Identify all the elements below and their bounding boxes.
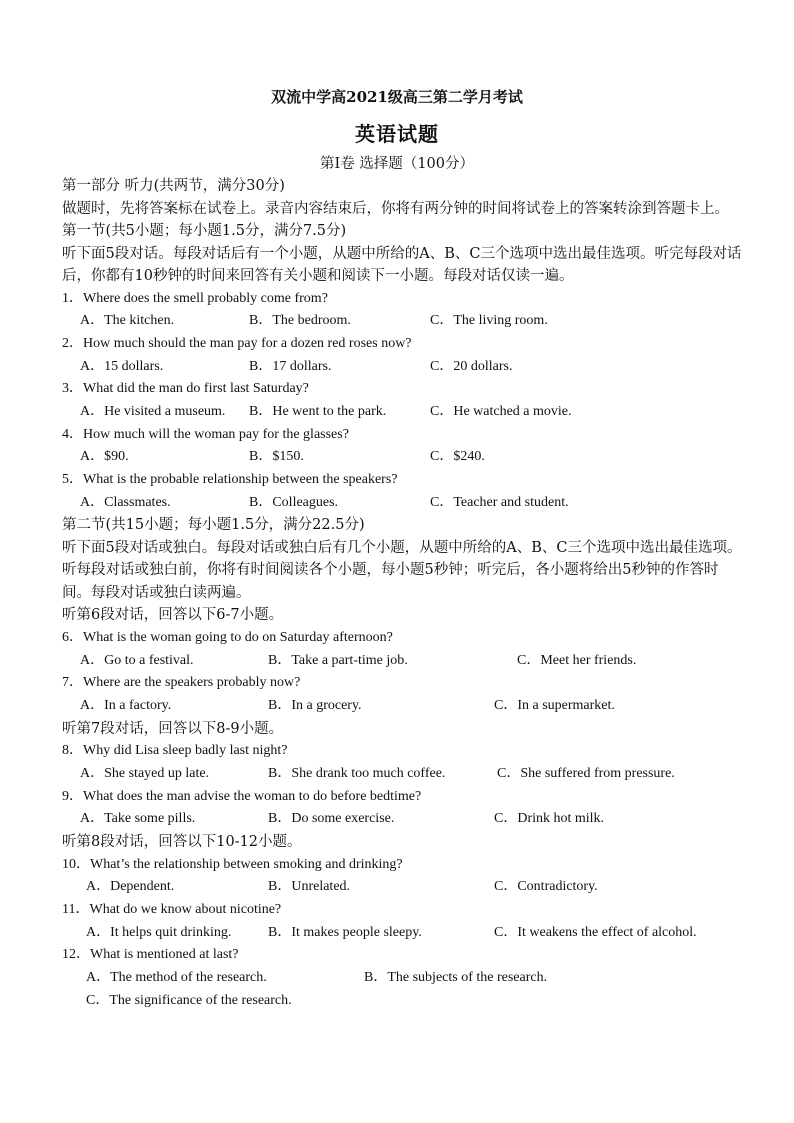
question-7: 7．Where are the speakers probably now? — [62, 675, 301, 691]
option-a: A．She stayed up late. — [80, 765, 210, 781]
options-9 — [62, 808, 742, 831]
option-b: B．The bedroom. — [249, 313, 351, 329]
options-1 — [62, 310, 742, 333]
part1-heading: 第一部分 听力(共两节，满分30分) — [62, 178, 285, 194]
options-12-row1 — [62, 967, 742, 990]
options-7 — [62, 695, 742, 718]
option-c: C．In a supermarket. — [494, 698, 615, 714]
option-b: B．He went to the park. — [249, 403, 387, 419]
question-4: 4．How much will the woman pay for the glasses? — [62, 426, 349, 442]
option-b: B．Colleagues. — [249, 494, 339, 510]
dialogue-7-note: 听第7段对话，回答以下8-9小题。 — [62, 720, 284, 737]
option-a: A．Dependent. — [86, 879, 175, 895]
option-a: A．Classmates. — [80, 494, 171, 510]
option-a: A．15 dollars. — [80, 358, 164, 374]
options-6 — [62, 650, 742, 673]
options-12-row2 — [62, 990, 742, 1013]
options-10 — [62, 876, 742, 899]
question-10: 10．What’s the relationship between smoking and drinking? — [62, 856, 403, 872]
question-12: 12．What is mentioned at last? — [62, 947, 239, 963]
option-a: A．Go to a festival. — [80, 652, 194, 668]
section2-heading: 第二节(共15小题；每小题1.5分，满分22.5分) — [62, 517, 365, 534]
option-b: B．It makes people sleepy. — [268, 924, 422, 940]
dialogue-8-note: 听第8段对话，回答以下10-12小题。 — [62, 834, 302, 851]
options-4 — [62, 446, 742, 469]
exam-content — [62, 175, 742, 1012]
option-a: A．Take some pills. — [80, 811, 196, 827]
option-c: C．It weakens the effect of alcohol. — [494, 924, 697, 940]
question-3: 3．What did the man do first last Saturday? — [62, 381, 309, 397]
option-a: A．$90. — [80, 449, 129, 465]
option-a: A．In a factory. — [80, 698, 172, 714]
option-c: C．Meet her friends. — [517, 652, 637, 668]
option-c: C．He watched a movie. — [430, 403, 572, 419]
dialogue-6-note: 听第6段对话，回答以下6-7小题。 — [62, 607, 284, 624]
options-3 — [62, 401, 742, 424]
option-a: A．He visited a museum. — [80, 403, 226, 419]
question-9: 9．What does the man advise the woman to do before bedtime? — [62, 788, 422, 804]
option-c: C．She suffered from pressure. — [497, 765, 675, 781]
option-c: C．Drink hot milk. — [494, 811, 605, 827]
question-5: 5．What is the probable relationship between the speakers? — [62, 472, 398, 488]
option-b: B．She drank too much coffee. — [268, 765, 446, 781]
options-5 — [62, 492, 742, 515]
section1-heading: 第一节(共5小题；每小题1.5分，满分7.5分) — [62, 223, 347, 239]
option-b: B．$150. — [249, 449, 304, 465]
question-11: 11．What do we know about nicotine? — [62, 901, 282, 917]
option-b: B．Do some exercise. — [268, 811, 395, 827]
option-b: B．Take a part-time job. — [268, 652, 408, 668]
section1-instructions: 听下面5段对话。每段对话后有一个小题，从题中所给的A、B、C三个选项中选出最佳选项。听完每段对话后，你都有10秒钟的时间来回答有关小题和阅读下一小题。每段对话仅读一遍。 — [62, 245, 742, 284]
options-11 — [62, 922, 742, 945]
option-b: B．In a grocery. — [268, 698, 362, 714]
volume-title: 第I卷 选择题（100分） — [319, 156, 474, 172]
option-b: B．Unrelated. — [268, 879, 351, 895]
option-c: C．$240. — [430, 449, 485, 465]
options-2 — [62, 356, 742, 379]
section2-instructions: 听下面5段对话或独白。每段对话或独白后有几个小题，从题中所给的A、B、C三个选项中选出最佳选项。听每段对话或独白前，你将有时间阅读各个小题，每小题5秒钟；听完后，各小题将给出5秒钟的作答时间。每段对话或独白读两遍。 — [62, 539, 742, 601]
option-c: C．The significance of the research. — [86, 992, 292, 1008]
option-b: B．17 dollars. — [249, 358, 332, 374]
school-title: 双流中学高2021级高三第二学月考试 — [271, 88, 523, 106]
option-c: C．20 dollars. — [430, 358, 513, 374]
option-b: B．The subjects of the research. — [364, 970, 548, 985]
options-8 — [62, 763, 742, 786]
question-6: 6．What is the woman going to do on Saturday afternoon? — [62, 629, 393, 645]
option-a: A．The kitchen. — [80, 313, 175, 329]
question-8: 8．Why did Lisa sleep badly last night? — [62, 743, 288, 759]
question-2: 2．How much should the man pay for a dozen red roses now? — [62, 335, 412, 351]
option-c: C．Contradictory. — [494, 879, 598, 895]
option-a: A．The method of the research. — [86, 970, 267, 985]
option-c: C．The living room. — [430, 313, 548, 329]
subject-title: 英语试题 — [355, 122, 439, 146]
part1-instructions: 做题时，先将答案标在试卷上。录音内容结束后，你将有两分钟的时间将试卷上的答案转涂到答题卡上。 — [62, 200, 729, 217]
option-a: A．It helps quit drinking. — [86, 924, 232, 940]
option-c: C．Teacher and student. — [430, 494, 569, 510]
question-1: 1．Where does the smell probably come from? — [62, 290, 328, 306]
